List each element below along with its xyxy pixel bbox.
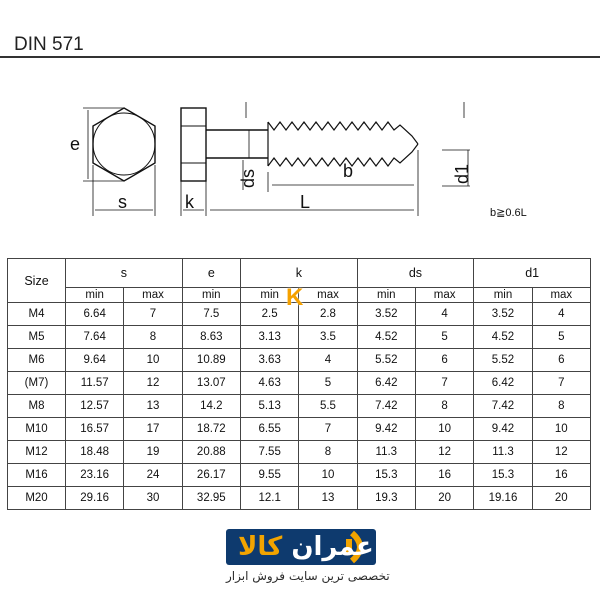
value-cell: 7 [124, 303, 182, 326]
value-cell: 6.64 [66, 303, 124, 326]
thread-length-note: b≧0.6L [490, 207, 527, 219]
value-cell: 20 [532, 487, 590, 510]
store-logo [0, 525, 600, 600]
dim-label-L: L [300, 192, 311, 212]
value-cell: 5.52 [474, 349, 532, 372]
sub-header-min: min [357, 288, 415, 303]
size-cell: (M7) [8, 372, 66, 395]
brand-name-accent: کالا [238, 532, 283, 562]
value-cell: 7 [532, 372, 590, 395]
dim-label-s: s [118, 192, 127, 212]
value-cell: 12.57 [66, 395, 124, 418]
value-cell: 5.13 [240, 395, 298, 418]
value-cell: 13.07 [182, 372, 240, 395]
table-row [8, 418, 591, 441]
value-cell: 10.89 [182, 349, 240, 372]
value-cell: 5 [415, 326, 473, 349]
sub-header-max: max [415, 288, 473, 303]
sub-header-max: max [299, 288, 357, 303]
value-cell: 10 [532, 418, 590, 441]
group-header-ds: ds [357, 259, 474, 288]
value-cell: 19.16 [474, 487, 532, 510]
brand-tagline: تخصصی ترین سایت فروش ابزار [226, 569, 390, 583]
value-cell: 11.57 [66, 372, 124, 395]
brand-name-main: عمران [291, 532, 374, 562]
value-cell: 15.3 [474, 464, 532, 487]
value-cell: 13 [299, 487, 357, 510]
value-cell: 8.63 [182, 326, 240, 349]
value-cell: 9.55 [240, 464, 298, 487]
size-header: Size [8, 259, 66, 303]
value-cell: 32.95 [182, 487, 240, 510]
value-cell: 5.5 [299, 395, 357, 418]
value-cell: 8 [532, 395, 590, 418]
size-cell: M20 [8, 487, 66, 510]
sub-header-max: max [124, 288, 182, 303]
value-cell: 12 [532, 441, 590, 464]
value-cell: 14.2 [182, 395, 240, 418]
group-header-d1: d1 [474, 259, 591, 288]
size-cell: M12 [8, 441, 66, 464]
value-cell: 4.52 [357, 326, 415, 349]
value-cell: 15.3 [357, 464, 415, 487]
dim-label-d1: d1 [452, 163, 472, 184]
value-cell: 8 [299, 441, 357, 464]
value-cell: 11.3 [357, 441, 415, 464]
hex-head-side-view [181, 108, 206, 181]
dim-label-k: k [185, 192, 194, 212]
value-cell: 23.16 [66, 464, 124, 487]
value-cell: 24 [124, 464, 182, 487]
table-row [8, 349, 591, 372]
value-cell: 12.1 [240, 487, 298, 510]
size-cell: M4 [8, 303, 66, 326]
dim-label-b: b [343, 161, 354, 181]
value-cell: 16 [415, 464, 473, 487]
value-cell: 10 [415, 418, 473, 441]
value-cell: 20 [415, 487, 473, 510]
table-row [8, 372, 591, 395]
value-cell: 4 [532, 303, 590, 326]
value-cell: 3.13 [240, 326, 298, 349]
value-cell: 6 [532, 349, 590, 372]
value-cell: 6.42 [474, 372, 532, 395]
dim-label-ds: ds [238, 168, 258, 188]
value-cell: 11.3 [474, 441, 532, 464]
table-row [8, 441, 591, 464]
value-cell: 19 [124, 441, 182, 464]
value-cell: 5 [299, 372, 357, 395]
value-cell: 4.52 [474, 326, 532, 349]
sub-header-min: min [182, 288, 240, 303]
value-cell: 2.5 [240, 303, 298, 326]
value-cell: 5 [532, 326, 590, 349]
sub-header-min: min [474, 288, 532, 303]
value-cell: 9.42 [474, 418, 532, 441]
group-header-e: e [182, 259, 240, 288]
page-title: DIN 571 [14, 34, 84, 55]
table-row [8, 395, 591, 418]
value-cell: 7 [299, 418, 357, 441]
sub-header-min: min [66, 288, 124, 303]
value-cell: 8 [124, 326, 182, 349]
hex-head-end-view [93, 108, 155, 181]
value-cell: 30 [124, 487, 182, 510]
value-cell: 7.42 [357, 395, 415, 418]
value-cell: 8 [415, 395, 473, 418]
table-row [8, 487, 591, 510]
size-cell: M5 [8, 326, 66, 349]
value-cell: 3.5 [299, 326, 357, 349]
value-cell: 13 [124, 395, 182, 418]
dimension-table-body [8, 303, 591, 510]
value-cell: 6.42 [357, 372, 415, 395]
size-cell: M10 [8, 418, 66, 441]
brand-k-mark: K [286, 284, 304, 311]
group-header-k: k [240, 259, 357, 288]
dim-label-e: e [70, 134, 81, 154]
value-cell: 10 [124, 349, 182, 372]
value-cell: 9.64 [66, 349, 124, 372]
value-cell: 12 [124, 372, 182, 395]
value-cell: 10 [299, 464, 357, 487]
value-cell: 16 [532, 464, 590, 487]
value-cell: 20.88 [182, 441, 240, 464]
sub-header-max: max [532, 288, 590, 303]
value-cell: 3.52 [474, 303, 532, 326]
value-cell: 4.63 [240, 372, 298, 395]
table-row [8, 464, 591, 487]
value-cell: 17 [124, 418, 182, 441]
value-cell: 12 [415, 441, 473, 464]
value-cell: 3.63 [240, 349, 298, 372]
size-cell: M8 [8, 395, 66, 418]
sub-header-min: min [240, 288, 298, 303]
size-cell: M16 [8, 464, 66, 487]
size-cell: M6 [8, 349, 66, 372]
value-cell: 9.42 [357, 418, 415, 441]
value-cell: 7 [415, 372, 473, 395]
value-cell: 7.55 [240, 441, 298, 464]
screw-technical-drawing [0, 0, 600, 230]
value-cell: 19.3 [357, 487, 415, 510]
value-cell: 7.42 [474, 395, 532, 418]
value-cell: 29.16 [66, 487, 124, 510]
value-cell: 6.55 [240, 418, 298, 441]
value-cell: 4 [299, 349, 357, 372]
value-cell: 3.52 [357, 303, 415, 326]
value-cell: 7.5 [182, 303, 240, 326]
value-cell: 6 [415, 349, 473, 372]
value-cell: 5.52 [357, 349, 415, 372]
value-cell: 7.64 [66, 326, 124, 349]
value-cell: 4 [415, 303, 473, 326]
group-header-s: s [66, 259, 183, 288]
value-cell: 18.72 [182, 418, 240, 441]
value-cell: 18.48 [66, 441, 124, 464]
value-cell: 16.57 [66, 418, 124, 441]
value-cell: 2.8 [299, 303, 357, 326]
table-row [8, 326, 591, 349]
value-cell: 26.17 [182, 464, 240, 487]
